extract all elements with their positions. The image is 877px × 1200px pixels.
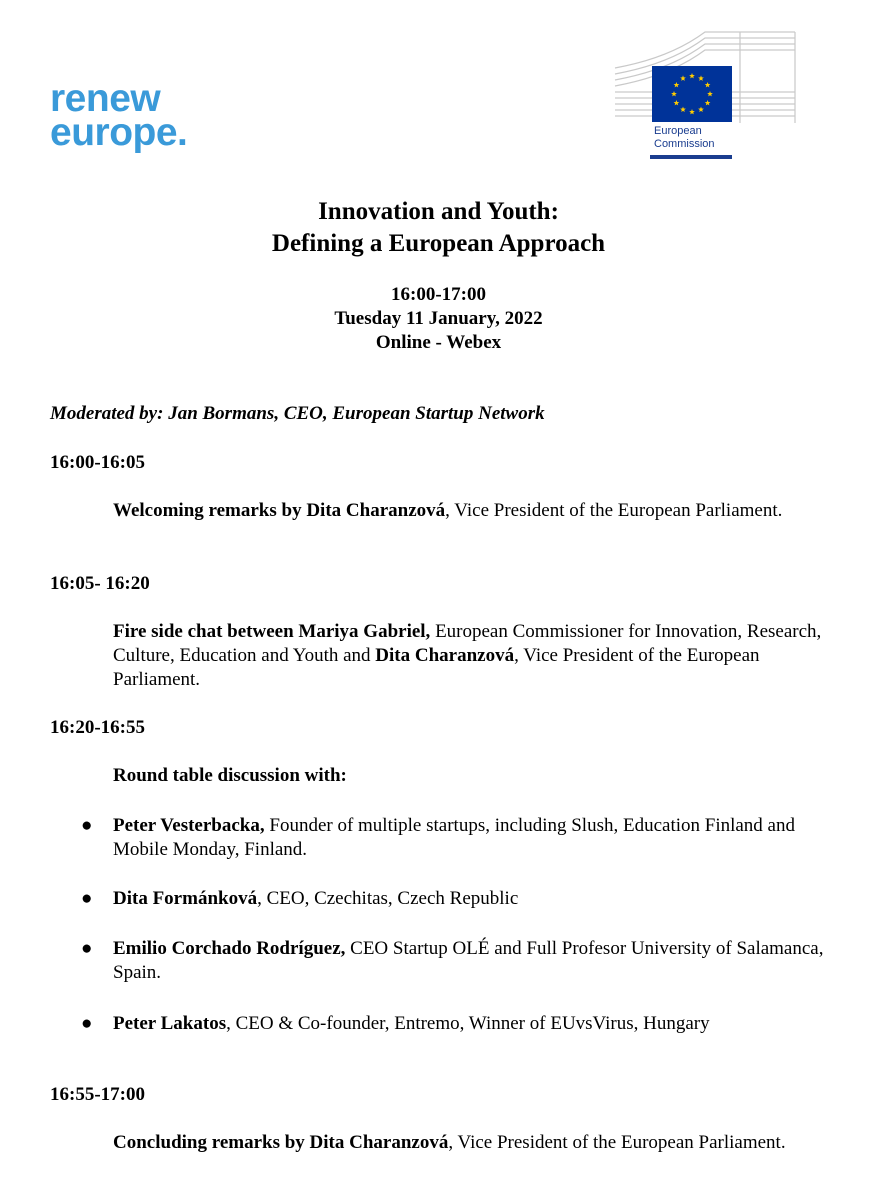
panelist-item bbox=[113, 1012, 843, 1036]
panelist-item bbox=[113, 814, 843, 862]
agenda-item-2 bbox=[113, 620, 843, 692]
panelist-item bbox=[113, 937, 843, 985]
ec-wordmark-line2: Commission bbox=[654, 138, 715, 150]
agenda-time-1: 16:00-16:05 bbox=[50, 452, 145, 473]
agenda-time-2: 16:05- 16:20 bbox=[50, 573, 150, 594]
agenda-time-4: 16:55-17:00 bbox=[50, 1084, 145, 1105]
panelist-name: Peter Vesterbacka, bbox=[113, 815, 265, 836]
bullet-icon: ● bbox=[81, 815, 93, 836]
agenda-item-2-text2: , Vice President of the European Parliament. bbox=[113, 645, 760, 690]
panelist-desc: , CEO, Czechitas, Czech Republic bbox=[257, 888, 519, 909]
agenda-item-1-text: , Vice President of the European Parliament. bbox=[445, 500, 783, 521]
round-table-heading: Round table discussion with: bbox=[113, 765, 347, 786]
agenda-item-2-text1: European Commissioner for Innovation, Research, Culture, Education and Youth and bbox=[113, 621, 822, 666]
event-time: 16:00-17:00 bbox=[391, 284, 486, 305]
page-title bbox=[0, 196, 877, 260]
renew-europe-logo bbox=[50, 77, 188, 154]
bullet-icon: ● bbox=[81, 1013, 93, 1034]
renew-logo-line1: renew bbox=[50, 77, 161, 120]
event-location: Online - Webex bbox=[375, 332, 502, 353]
panelist-desc: , CEO & Co-founder, Entremo, Winner of EUvsVirus, Hungary bbox=[226, 1013, 710, 1034]
panelist-item bbox=[113, 887, 843, 911]
panelist-desc: Founder of multiple startups, including Slush, Education Finland and Mobile Monday, Finland. bbox=[113, 815, 795, 860]
agenda-item-4 bbox=[113, 1131, 843, 1155]
event-details bbox=[0, 283, 877, 355]
bullet-icon: ● bbox=[81, 938, 93, 959]
title-line1: Innovation and Youth: bbox=[318, 198, 559, 225]
agenda-item-4-bold: Concluding remarks by Dita Charanzová bbox=[113, 1132, 449, 1153]
panelist-name: Dita Formánková bbox=[113, 888, 258, 909]
ec-wordmark-line1: European bbox=[654, 125, 702, 137]
bullet-icon: ● bbox=[81, 888, 93, 909]
title-line2: Defining a European Approach bbox=[271, 230, 606, 257]
ec-wordmark bbox=[654, 125, 715, 151]
panelist-name: Emilio Corchado Rodríguez, bbox=[113, 938, 346, 959]
agenda-item-2-bold2: Dita Charanzová bbox=[375, 645, 515, 666]
agenda-item-1 bbox=[113, 499, 843, 523]
agenda-time-3: 16:20-16:55 bbox=[50, 717, 145, 738]
agenda-item-1-bold: Welcoming remarks by Dita Charanzová bbox=[113, 500, 446, 521]
moderator-line: Moderated by: Jan Bormans, CEO, European Startup Network bbox=[50, 403, 545, 424]
agenda-item-4-text: , Vice President of the European Parliament. bbox=[448, 1132, 786, 1153]
panelist-name: Peter Lakatos bbox=[113, 1013, 227, 1034]
renew-logo-line2: europe. bbox=[50, 111, 188, 154]
panelist-desc: CEO Startup OLÉ and Full Profesor University of Salamanca, Spain. bbox=[113, 938, 824, 983]
agenda-item-2-bold1: Fire side chat between Mariya Gabriel, bbox=[113, 621, 431, 642]
event-date: Tuesday 11 January, 2022 bbox=[334, 308, 543, 329]
ec-underline bbox=[650, 155, 732, 159]
